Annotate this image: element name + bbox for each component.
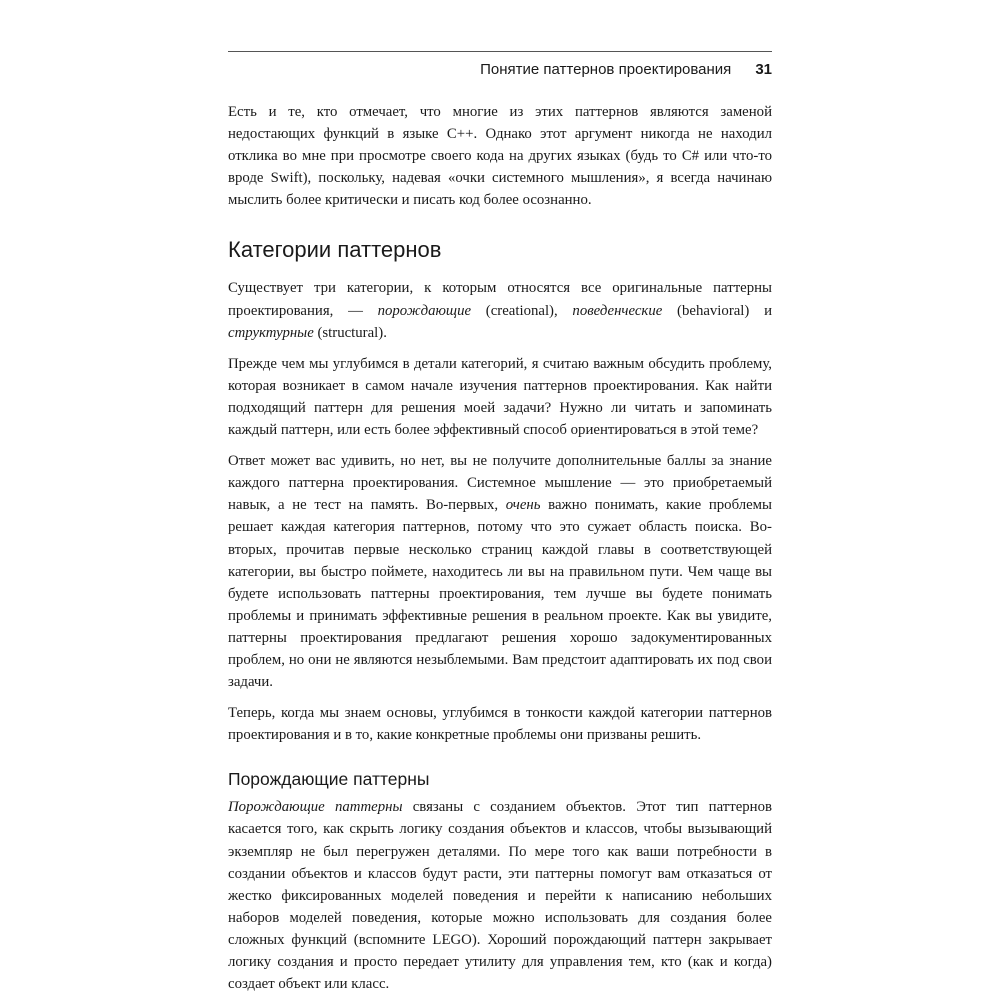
creational-paragraph-1 — [228, 796, 772, 995]
emphasis-structural: структурные — [228, 324, 314, 341]
header-rule — [228, 51, 772, 52]
intro-paragraph: Есть и те, кто отмечает, что многие из этих паттернов являются заменой недостающих функций в языке C++. Однако этот аргумент никогда не находил отклика во мне при просмотре своего кода на других языках (будь то C# или что-то вроде Swift), поскольку, надевая «очки системного мышления», я всегда начинаю мыслить более критически и писать код более осознанно. — [228, 104, 772, 209]
emphasis-very: очень — [505, 497, 541, 514]
section-heading-categories: Категории паттернов — [228, 237, 442, 263]
categories-paragraph-1 — [228, 277, 772, 343]
categories-paragraph-4: Теперь, когда мы знаем основы, углубимся в тонкости каждой категории паттернов проектирования и в то, какие конкретные проблемы они призваны решить. — [228, 705, 772, 744]
page-content — [228, 101, 772, 995]
categories-paragraph-3 — [228, 450, 772, 693]
page-number: 31 — [755, 61, 772, 78]
text-run: Существует три категории, к которым относятся все оригинальные паттерны проектирования, — — [228, 280, 772, 319]
categories-paragraph-2: Прежде чем мы углубимся в детали категорий, я считаю важным обсудить проблему, которая возникает в самом начале изучения паттернов проектирования. Как найти подходящий паттерн для решения моей задачи? Нужно ли читать и запоминать каждый паттерн, или есть более эффективный способ ориентироваться в этой теме? — [228, 355, 772, 439]
text-run: (structural). — [313, 324, 387, 341]
running-header-title: Понятие паттернов проектирования — [480, 61, 732, 78]
emphasis-creational-patterns: Порождающие паттерны — [228, 799, 403, 816]
text-run: связаны с созданием объектов. Этот тип паттернов касается того, как скрыть логику создания объектов и классов, чтобы вызывающий экземпляр не был перегружен деталями. По мере того как ваши потребности в создании объектов и классов будут расти, эти паттерны помогут вам отказаться от жестко фиксированных моделей поведения и перейти к написанию небольших наборов моделей поведения, которые можно использовать для создания более сложных функций (вспомните LEGO). Хороший порождающий паттерн закрывает логику создания и просто передает утилиту для управления тем, кто (как и когда) создает объект или класс. — [228, 799, 772, 993]
emphasis-behavioral: поведенческие — [572, 302, 663, 319]
text-run: важно понимать, какие проблемы решает каждая категория паттернов, потому что это сужает область поиска. Во-вторых, прочитав первые несколько страниц каждой главы в соответствующей категории, вы быстро поймете, находитесь ли вы на правильном пути. Чем чаще вы будете использовать паттерны проектирования, тем лучше вы будете понимать проблемы и принимать эффективные решения в реальном проекте. Как вы увидите, паттерны проектирования предлагают решения хорошо задокументированных проблем, но они не являются незыблемыми. Вам предстоит адаптировать их под свои задачи. — [228, 497, 772, 691]
text-run: (behavioral) и — [662, 302, 772, 319]
running-header — [480, 59, 772, 81]
emphasis-creational: порождающие — [377, 302, 472, 319]
text-run: (creational), — [471, 302, 573, 319]
section-heading-creational: Порождающие паттерны — [228, 769, 430, 790]
text-run: Ответ может вас удивить, но нет, вы не получите дополнительные баллы за знание каждого паттерна проектирования. Системное мышление — это приобретаемый навык, а не тест на память. Во-первых, — [228, 453, 772, 514]
